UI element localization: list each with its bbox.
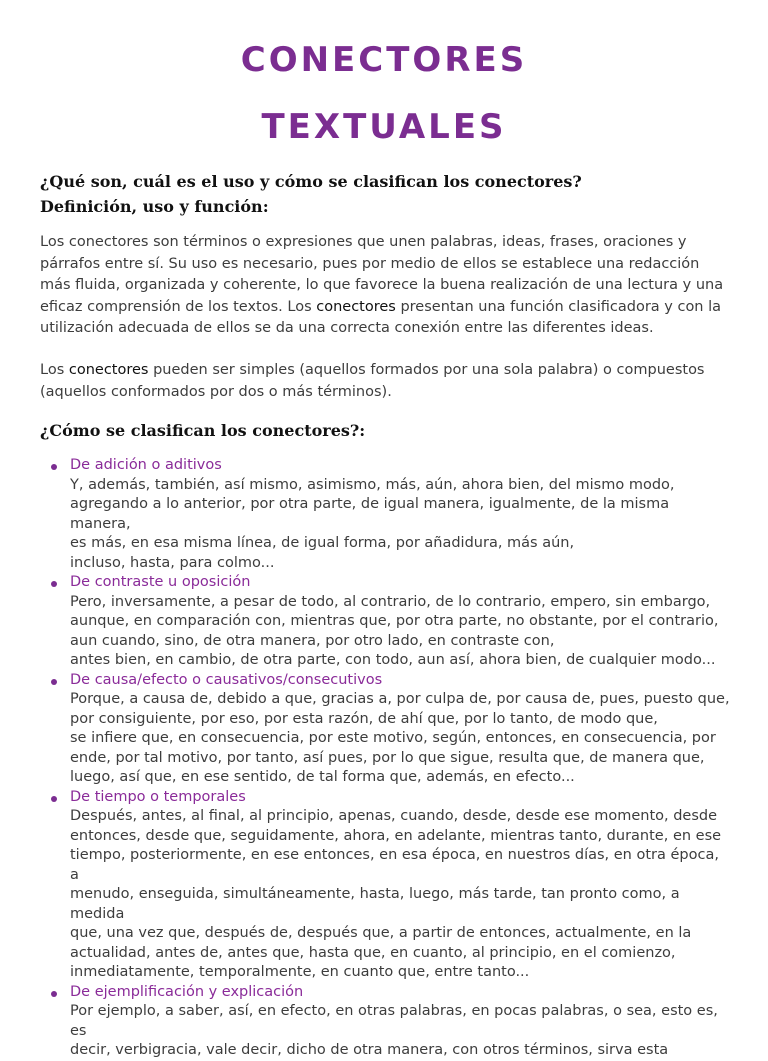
- category-text-line: se infiere que, en consecuencia, por este motivo, según, entonces, en consecuencia, por: [70, 730, 716, 746]
- paragraph-text: pueden ser simples (aquellos formados por una sola palabra) o compuestos (aquellos conformados por dos o más términos).: [40, 362, 705, 400]
- bullet-icon: [51, 991, 57, 997]
- definition-paragraph: [40, 232, 730, 340]
- classification-heading: ¿Cómo se clasifican los conectores?:: [40, 421, 366, 440]
- bullet-icon: [51, 679, 57, 685]
- title-line-2: TEXTUALES: [261, 107, 507, 147]
- category-text-line: entonces, desde que, seguidamente, ahora, en adelante, mientras tanto, durante, en ese: [70, 827, 722, 844]
- category-text-line: por consiguiente, por eso, por esta razón, de ahí que, por lo tanto, de modo que,: [70, 710, 658, 727]
- category-text-line: Por ejemplo, a saber, así, en efecto, en otras palabras, en pocas palabras, o sea, esto es, es: [70, 1003, 718, 1039]
- category-text-line: que, una vez que, después de, después que, a partir de entonces, actualmente, en la: [70, 925, 692, 941]
- category-text-line: Pero, inversamente, a pesar de todo, al contrario, de lo contrario, empero, sin embargo,: [70, 593, 711, 610]
- category-text-line: aun cuando, sino, de otra manera, por otro lado, en contraste con,: [70, 632, 555, 649]
- list-item: [0, 983, 730, 1061]
- paragraph-text: presentan una función clasificadora y con la utilización adecuada de ellos se da una correcta conexión entre las diferentes ideas.: [40, 298, 722, 336]
- category-text-line: Porque, a causa de, debido a que, gracias a, por culpa de, por causa de, pues, puesto que,: [70, 691, 730, 707]
- title-line-1: CONECTORES: [240, 40, 528, 80]
- definition-heading: Definición, uso y función:: [40, 197, 269, 216]
- category-title: De adición o aditivos: [70, 457, 222, 473]
- category-title: De causa/efecto o causativos/consecutivos: [70, 671, 383, 688]
- bullet-icon: [51, 796, 57, 802]
- category-text-line: luego, así que, en ese sentido, de tal forma que, además, en efecto...: [70, 769, 575, 785]
- list-item: [0, 573, 730, 671]
- category-text-line: antes bien, en cambio, de otra parte, con todo, aun así, ahora bien, de cualquier modo...: [70, 652, 716, 668]
- paragraph-text: Los: [40, 362, 69, 378]
- category-text-line: inmediatamente, temporalmente, en cuanto que, entre tanto...: [70, 964, 530, 980]
- bullet-icon: [51, 581, 57, 587]
- category-title: De ejemplificación y explicación: [70, 983, 304, 1000]
- category-text-line: menudo, enseguida, simultáneamente, hasta, luego, más tarde, tan pronto como, a medida: [70, 886, 680, 922]
- category-text-line: agregando a lo anterior, por otra parte, de igual manera, igualmente, de la misma manera,: [70, 496, 670, 532]
- highlight-term: conectores: [316, 298, 396, 315]
- category-text-line: aunque, en comparación con, mientras que, por otra parte, no obstante, por el contrario,: [70, 613, 719, 629]
- list-item: [0, 788, 730, 983]
- connector-category-list: [0, 456, 768, 1061]
- list-item: [0, 671, 730, 788]
- category-text-line: es más, en esa misma línea, de igual forma, por añadidura, más aún,: [70, 535, 575, 551]
- category-text-line: incluso, hasta, para colmo...: [70, 554, 275, 571]
- category-text-line: ende, por tal motivo, por tanto, así pues, por lo que sigue, resulta que, de manera que,: [70, 749, 705, 766]
- category-title: De contraste u oposición: [70, 574, 251, 590]
- list-item: [0, 456, 730, 573]
- highlight-term: conectores: [68, 362, 149, 378]
- category-text-line: tiempo, posteriormente, en ese entonces, en esa época, en nuestros días, en otra época, a: [70, 847, 719, 883]
- category-text-line: Después, antes, al final, al principio, apenas, cuando, desde, desde ese momento, desde: [70, 808, 718, 824]
- types-paragraph: [40, 360, 730, 403]
- category-text-line: decir, verbigracia, vale decir, dicho de otra manera, con otros términos, sirva esta: [70, 1042, 669, 1058]
- question-heading: ¿Qué son, cuál es el uso y cómo se clasifican los conectores?: [40, 172, 582, 191]
- paragraph-text: Los conectores son términos o expresiones que unen palabras, ideas, frases, oraciones y párrafos entre sí. Su uso es necesario, pues por medio de ellos se establece una redacción más fluida, organizada y coherente, lo que favorece la buena realización de una lectura y una eficaz comprensión de los textos. Los: [40, 234, 724, 315]
- bullet-icon: [51, 464, 57, 470]
- category-text-line: actualidad, antes de, antes que, hasta que, en cuanto, al principio, en el comienzo,: [70, 944, 676, 961]
- category-title: De tiempo o temporales: [70, 788, 246, 805]
- category-text-line: Y, además, también, así mismo, asimismo, más, aún, ahora bien, del mismo modo,: [70, 476, 675, 493]
